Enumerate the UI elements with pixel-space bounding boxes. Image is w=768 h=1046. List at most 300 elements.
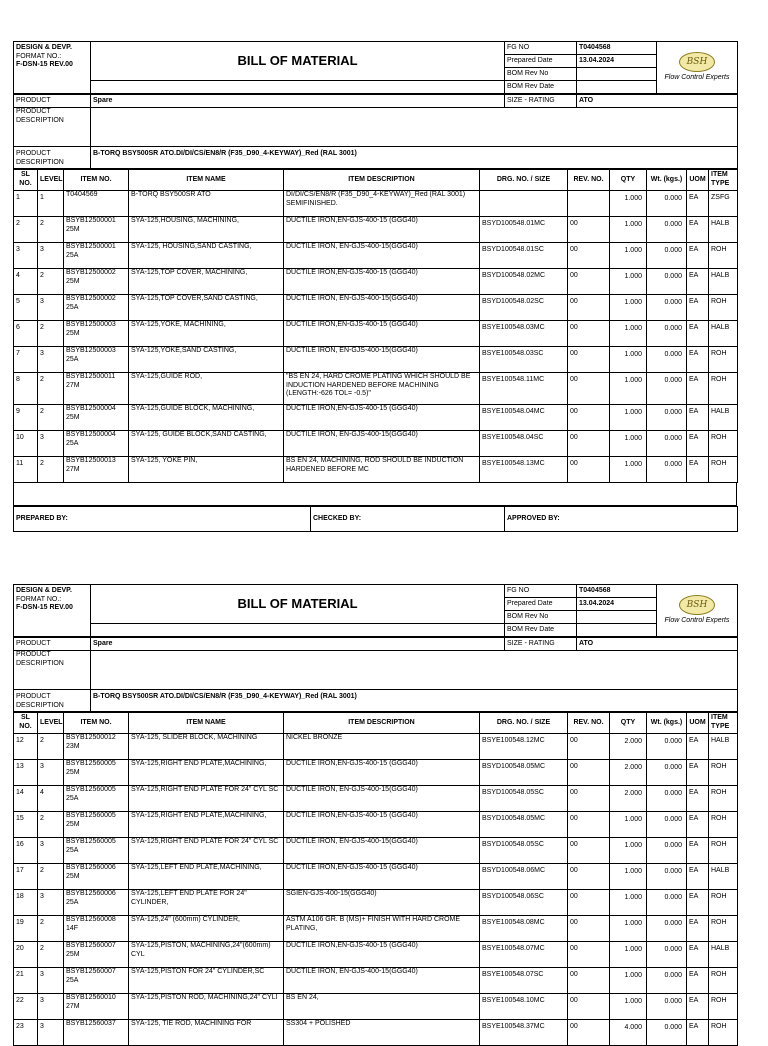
cell-sl: 2 — [14, 217, 38, 243]
cell-sl: 14 — [14, 786, 38, 812]
cell-drg-no: BSYE100548.07SC — [480, 968, 568, 994]
cell-item-name: SYA-125, HOUSING,SAND CASTING, — [129, 243, 284, 269]
cell-drg-no: BSYE100548.04MC — [480, 405, 568, 431]
table-row — [14, 838, 738, 864]
product-value: Spare — [91, 638, 505, 651]
cell-item-name: SYA-125,TOP COVER,SAND CASTING, — [129, 295, 284, 321]
col-level: LEVEL — [38, 713, 64, 734]
bom-rev-date-value — [577, 624, 657, 637]
cell-level: 3 — [38, 295, 64, 321]
cell-item-name: SYA-125,LEFT END PLATE,MACHINING, — [129, 864, 284, 890]
cell-item-type: HALB — [709, 734, 738, 760]
cell-item-type: HALB — [709, 217, 738, 243]
format-number: F-DSN-15 REV.00 — [16, 61, 73, 69]
product-label: PRODUCT — [14, 95, 91, 108]
cell-level: 3 — [38, 890, 64, 916]
cell-drg-no: BSYD100548.01MC — [480, 217, 568, 243]
product-description-label-2: PRODUCT DESCRIPTION — [14, 147, 91, 169]
cell-sl: 16 — [14, 838, 38, 864]
table-row — [14, 243, 738, 269]
cell-item-name: SYA-125,YOKE, MACHINING, — [129, 321, 284, 347]
cell-drg-no: BSYE100548.03SC — [480, 347, 568, 373]
table-row — [14, 347, 738, 373]
cell-item-description: DUCTILE IRON,EN-GJS-400-15 (GGG40) — [284, 269, 480, 295]
cell-drg-no: BSYE100548.10MC — [480, 994, 568, 1020]
cell-sl: 17 — [14, 864, 38, 890]
cell-weight: 0.000 — [647, 864, 687, 890]
cell-sl: 5 — [14, 295, 38, 321]
cell-uom: EA — [687, 812, 709, 838]
cell-item-name: SYA-125,GUIDE BLOCK, MACHINING, — [129, 405, 284, 431]
col-weight: Wt. (kgs.) — [647, 170, 687, 191]
cell-qty: 1.000 — [610, 405, 647, 431]
cell-item-no: BSYB12500002 25A — [64, 295, 129, 321]
cell-item-name: SYA-125,RIGHT END PLATE,MACHINING, — [129, 812, 284, 838]
cell-item-description: DUCTILE IRON,EN-GJS-400-15 (GGG40) — [284, 321, 480, 347]
cell-qty: 1.000 — [610, 838, 647, 864]
cell-item-no: BSYB12560005 25A — [64, 786, 129, 812]
cell-weight: 0.000 — [647, 321, 687, 347]
company-logo — [657, 42, 738, 94]
format-label: FORMAT NO.: — [16, 52, 62, 60]
cell-uom: EA — [687, 890, 709, 916]
cell-level: 3 — [38, 994, 64, 1020]
cell-level: 3 — [38, 1020, 64, 1046]
product-description-value: B-TORQ BSY500SR ATO.DI/DI/CS/EN8/R (F35_D90_4-KEYWAY)_Red (RAL 3001) — [91, 690, 738, 712]
col-uom: UOM — [687, 713, 709, 734]
cell-level: 2 — [38, 373, 64, 405]
cell-level: 2 — [38, 457, 64, 483]
cell-uom: EA — [687, 786, 709, 812]
cell-drg-no: BSYD100548.05MC — [480, 812, 568, 838]
company-logo — [657, 585, 738, 637]
cell-uom: EA — [687, 994, 709, 1020]
cell-item-name: SYA-125, SLIDER BLOCK, MACHINING — [129, 734, 284, 760]
checked-by-label: CHECKED BY: — [311, 507, 505, 532]
cell-item-no: T0404569 — [64, 191, 129, 217]
cell-item-description: DUCTILE IRON,EN-GJS-400-15 (GGG40) — [284, 217, 480, 243]
table-row — [14, 890, 738, 916]
cell-item-description: DUCTILE IRON, EN-GJS-400-15(GGG40) — [284, 968, 480, 994]
cell-qty: 1.000 — [610, 347, 647, 373]
col-weight: Wt. (kgs.) — [647, 713, 687, 734]
cell-uom: EA — [687, 864, 709, 890]
cell-item-type: ROH — [709, 243, 738, 269]
cell-uom: EA — [687, 269, 709, 295]
cell-item-no: BSYB12560005 25M — [64, 812, 129, 838]
cell-item-name: SYA-125,HOUSING, MACHINING, — [129, 217, 284, 243]
cell-item-no: BSYB12560005 25M — [64, 760, 129, 786]
cell-item-description: DUCTILE IRON,EN-GJS-400-15 (GGG40) — [284, 942, 480, 968]
table-row — [14, 812, 738, 838]
signature-table — [13, 506, 738, 532]
cell-item-name: SYA-125,TOP COVER, MACHINING, — [129, 269, 284, 295]
cell-item-description: DUCTILE IRON, EN-GJS-400-15(GGG40) — [284, 347, 480, 373]
cell-weight: 0.000 — [647, 217, 687, 243]
cell-item-name: SYA-125, GUIDE BLOCK,SAND CASTING, — [129, 431, 284, 457]
title-spacer — [91, 624, 505, 637]
cell-sl: 19 — [14, 916, 38, 942]
cell-level: 3 — [38, 243, 64, 269]
design-label: DESIGN & DEVP. — [16, 44, 72, 51]
cell-weight: 0.000 — [647, 942, 687, 968]
design-format-block — [14, 42, 91, 94]
cell-item-no: BSYB12560007 25A — [64, 968, 129, 994]
cell-level: 3 — [38, 431, 64, 457]
cell-rev-no: 00 — [568, 321, 610, 347]
cell-rev-no: 00 — [568, 942, 610, 968]
table-row — [14, 295, 738, 321]
cell-item-description: BS EN 24, MACHINING, ROD SHOULD BE INDUCTION HARDENED BEFORE MC — [284, 457, 480, 483]
col-uom: UOM — [687, 170, 709, 191]
cell-drg-no: BSYE100548.12MC — [480, 734, 568, 760]
cell-item-type: HALB — [709, 864, 738, 890]
cell-rev-no: 00 — [568, 373, 610, 405]
prepared-by-label: PREPARED BY: — [14, 507, 311, 532]
cell-rev-no: 00 — [568, 734, 610, 760]
cell-sl: 9 — [14, 405, 38, 431]
cell-weight: 0.000 — [647, 786, 687, 812]
bom-sheet-1 — [13, 41, 737, 532]
cell-item-no: BSYB12560010 27M — [64, 994, 129, 1020]
size-rating-value: ATO — [577, 95, 738, 108]
cell-uom: EA — [687, 243, 709, 269]
cell-uom: EA — [687, 916, 709, 942]
cell-item-no: BSYB12500001 25A — [64, 243, 129, 269]
cell-sl: 4 — [14, 269, 38, 295]
cell-qty: 1.000 — [610, 812, 647, 838]
cell-item-no: BSYB12500012 23M — [64, 734, 129, 760]
cell-item-no: BSYB12500011 27M — [64, 373, 129, 405]
cell-sl: 8 — [14, 373, 38, 405]
cell-weight: 0.000 — [647, 347, 687, 373]
cell-rev-no: 00 — [568, 457, 610, 483]
table-row — [14, 217, 738, 243]
prepared-date-value: 13.04.2024 — [577, 598, 657, 611]
cell-item-name: SYA-125,PISTON, MACHINING,24"(600mm) CYL — [129, 942, 284, 968]
cell-item-name: SYA-125,YOKE,SAND CASTING, — [129, 347, 284, 373]
col-item-name: ITEM NAME — [129, 713, 284, 734]
cell-item-description: DUCTILE IRON, EN-GJS-400-15(GGG40) — [284, 786, 480, 812]
cell-weight: 0.000 — [647, 295, 687, 321]
cell-item-type: HALB — [709, 269, 738, 295]
cell-weight: 0.000 — [647, 916, 687, 942]
cell-drg-no: BSYD100548.06MC — [480, 864, 568, 890]
cell-item-name: SYA-125, YOKE PIN, — [129, 457, 284, 483]
cell-item-type: ROH — [709, 1020, 738, 1046]
cell-qty: 1.000 — [610, 457, 647, 483]
cell-item-name: SYA-125,RIGHT END PLATE FOR 24" CYL SC — [129, 786, 284, 812]
cell-sl: 15 — [14, 812, 38, 838]
cell-item-no: BSYB12500003 25A — [64, 347, 129, 373]
cell-drg-no: BSYD100548.06SC — [480, 890, 568, 916]
cell-item-no: BSYB12560006 25A — [64, 890, 129, 916]
col-item-description: ITEM DESCRIPTION — [284, 170, 480, 191]
cell-sl: 20 — [14, 942, 38, 968]
cell-rev-no: 00 — [568, 890, 610, 916]
cell-drg-no: BSYD100548.01SC — [480, 243, 568, 269]
cell-item-type: ROH — [709, 916, 738, 942]
cell-drg-no: BSYD100548.02MC — [480, 269, 568, 295]
cell-level: 2 — [38, 812, 64, 838]
cell-rev-no: 00 — [568, 295, 610, 321]
table-row — [14, 968, 738, 994]
cell-qty: 1.000 — [610, 431, 647, 457]
col-item-no: ITEM NO. — [64, 170, 129, 191]
cell-sl: 7 — [14, 347, 38, 373]
table-row — [14, 373, 738, 405]
bom-rev-no-value — [577, 611, 657, 624]
cell-weight: 0.000 — [647, 890, 687, 916]
cell-item-description: DUCTILE IRON,EN-GJS-400-15 (GGG40) — [284, 760, 480, 786]
cell-item-description: NICKEL BRONZE — [284, 734, 480, 760]
cell-qty: 1.000 — [610, 890, 647, 916]
cell-weight: 0.000 — [647, 191, 687, 217]
cell-qty: 2.000 — [610, 734, 647, 760]
cell-item-no: BSYB12560007 25M — [64, 942, 129, 968]
cell-drg-no — [480, 191, 568, 217]
cell-sl: 23 — [14, 1020, 38, 1046]
cell-level: 2 — [38, 734, 64, 760]
bom-items-table — [13, 169, 738, 483]
bom-rev-date-label: BOM Rev Date — [505, 81, 577, 94]
cell-uom: EA — [687, 191, 709, 217]
cell-item-name: B-TORQ BSY500SR ATO — [129, 191, 284, 217]
cell-item-type: ROH — [709, 812, 738, 838]
cell-qty: 1.000 — [610, 191, 647, 217]
cell-item-no: BSYB12560008 14F — [64, 916, 129, 942]
cell-uom: EA — [687, 431, 709, 457]
cell-drg-no: BSYE100548.03MC — [480, 321, 568, 347]
cell-level: 2 — [38, 942, 64, 968]
bom-items-body-1 — [14, 191, 738, 483]
cell-qty: 1.000 — [610, 864, 647, 890]
bom-rev-no-label: BOM Rev No — [505, 611, 577, 624]
cell-uom: EA — [687, 217, 709, 243]
col-item-description: ITEM DESCRIPTION — [284, 713, 480, 734]
table-row — [14, 864, 738, 890]
cell-qty: 1.000 — [610, 994, 647, 1020]
cell-rev-no: 00 — [568, 243, 610, 269]
cell-item-type: ROH — [709, 431, 738, 457]
col-item-type: ITEM TYPE — [709, 713, 738, 734]
col-rev-no: REV. NO. — [568, 170, 610, 191]
size-rating-value: ATO — [577, 638, 738, 651]
bom-rev-no-value — [577, 68, 657, 81]
bom-rev-date-value — [577, 81, 657, 94]
cell-qty: 1.000 — [610, 373, 647, 405]
cell-level: 4 — [38, 786, 64, 812]
prepared-date-label: Prepared Date — [505, 55, 577, 68]
cell-weight: 0.000 — [647, 457, 687, 483]
cell-level: 3 — [38, 347, 64, 373]
cell-rev-no: 00 — [568, 838, 610, 864]
cell-item-type: ROH — [709, 968, 738, 994]
prepared-date-value: 13.04.2024 — [577, 55, 657, 68]
table-row — [14, 734, 738, 760]
cell-uom: EA — [687, 373, 709, 405]
cell-rev-no: 00 — [568, 994, 610, 1020]
fg-no-label: FG NO — [505, 585, 577, 598]
cell-item-type: ROH — [709, 295, 738, 321]
cell-sl: 18 — [14, 890, 38, 916]
cell-item-name: SYA-125,RIGHT END PLATE,MACHINING, — [129, 760, 284, 786]
column-header-row — [14, 170, 738, 191]
cell-rev-no: 00 — [568, 786, 610, 812]
cell-rev-no: 00 — [568, 1020, 610, 1046]
cell-weight: 0.000 — [647, 373, 687, 405]
design-format-block — [14, 585, 91, 637]
bom-items-body-2 — [14, 734, 738, 1046]
product-description-label: PRODUCT DESCRIPTION — [14, 651, 91, 690]
cell-level: 2 — [38, 269, 64, 295]
cell-item-name: SYA-125,24" (600mm) CYLINDER, — [129, 916, 284, 942]
cell-drg-no: BSYE100548.04SC — [480, 431, 568, 457]
cell-uom: EA — [687, 942, 709, 968]
blank-footer-row — [14, 483, 737, 506]
cell-item-name: SYA-125,PISTON ROD, MACHINING,24" CYLI — [129, 994, 284, 1020]
cell-item-type: ROH — [709, 457, 738, 483]
cell-rev-no: 00 — [568, 864, 610, 890]
product-description-label: PRODUCT DESCRIPTION — [14, 108, 91, 147]
cell-item-name: SYA-125,RIGHT END PLATE FOR 24" CYL SC — [129, 838, 284, 864]
cell-item-no: BSYB12500013 27M — [64, 457, 129, 483]
cell-rev-no: 00 — [568, 405, 610, 431]
table-row — [14, 1020, 738, 1046]
cell-drg-no: BSYD100548.05SC — [480, 838, 568, 864]
logo-tagline: Flow Control Experts — [664, 617, 730, 625]
cell-drg-no: BSYD100548.05MC — [480, 760, 568, 786]
cell-weight: 0.000 — [647, 431, 687, 457]
cell-item-type: HALB — [709, 321, 738, 347]
cell-item-type: HALB — [709, 405, 738, 431]
cell-item-type: ROH — [709, 890, 738, 916]
product-label: PRODUCT — [14, 638, 91, 651]
design-label: DESIGN & DEVP. — [16, 587, 72, 594]
title-spacer — [91, 81, 505, 94]
cell-item-no: BSYB12560037 — [64, 1020, 129, 1046]
cell-rev-no: 00 — [568, 760, 610, 786]
cell-uom: EA — [687, 734, 709, 760]
cell-drg-no: BSYD100548.05SC — [480, 786, 568, 812]
cell-qty: 1.000 — [610, 942, 647, 968]
cell-uom: EA — [687, 295, 709, 321]
cell-qty: 1.000 — [610, 243, 647, 269]
sheet-footer-blank — [13, 483, 737, 506]
col-item-name: ITEM NAME — [129, 170, 284, 191]
page-title: BILL OF MATERIAL — [91, 42, 505, 81]
cell-uom: EA — [687, 760, 709, 786]
cell-item-no: BSYB12500002 25M — [64, 269, 129, 295]
format-number: F-DSN-15 REV.00 — [16, 604, 73, 612]
cell-item-description: BS EN 24, — [284, 994, 480, 1020]
cell-rev-no — [568, 191, 610, 217]
cell-sl: 22 — [14, 994, 38, 1020]
col-drg-no: DRG. NO. / SIZE — [480, 713, 568, 734]
cell-item-description: DUCTILE IRON,EN-GJS-400-15 (GGG40) — [284, 405, 480, 431]
cell-qty: 4.000 — [610, 1020, 647, 1046]
table-row — [14, 405, 738, 431]
logo-tagline: Flow Control Experts — [664, 74, 730, 82]
table-row — [14, 457, 738, 483]
cell-qty: 1.000 — [610, 295, 647, 321]
fg-no-value: T0404568 — [577, 585, 657, 598]
bom-items-table — [13, 712, 738, 1046]
cell-item-description: SS304 + POLISHED — [284, 1020, 480, 1046]
cell-weight: 0.000 — [647, 405, 687, 431]
size-rating-label: SIZE - RATING — [505, 638, 577, 651]
cell-weight: 0.000 — [647, 269, 687, 295]
cell-uom: EA — [687, 968, 709, 994]
table-row — [14, 994, 738, 1020]
cell-item-type: ROH — [709, 347, 738, 373]
cell-level: 3 — [38, 760, 64, 786]
cell-item-no: BSYB12560006 25M — [64, 864, 129, 890]
cell-item-no: BSYB12560005 25A — [64, 838, 129, 864]
cell-item-description: DUCTILE IRON,EN-GJS-400-15 (GGG40) — [284, 812, 480, 838]
cell-level: 1 — [38, 191, 64, 217]
cell-item-type: ROH — [709, 838, 738, 864]
col-sl: SL NO. — [14, 170, 38, 191]
logo-emblem: BSH — [679, 52, 715, 72]
cell-item-no: BSYB12500001 25M — [64, 217, 129, 243]
cell-item-type: ROH — [709, 373, 738, 405]
bom-rev-date-label: BOM Rev Date — [505, 624, 577, 637]
cell-item-no: BSYB12500004 25A — [64, 431, 129, 457]
cell-level: 3 — [38, 968, 64, 994]
cell-item-description: DUCTILE IRON, EN-GJS-400-15(GGG40) — [284, 431, 480, 457]
size-rating-label: SIZE - RATING — [505, 95, 577, 108]
cell-item-name: SYA-125,PISTON FOR 24" CYLINDER,SC — [129, 968, 284, 994]
bom-rev-no-label: BOM Rev No — [505, 68, 577, 81]
cell-item-type: ROH — [709, 994, 738, 1020]
cell-uom: EA — [687, 1020, 709, 1046]
product-value: Spare — [91, 95, 505, 108]
cell-weight: 0.000 — [647, 812, 687, 838]
cell-level: 3 — [38, 838, 64, 864]
cell-item-description: "BS EN 24, HARD CROME PLATING WHICH SHOULD BE INDUCTION HARDENED BEFORE MACHINING (LENGTH:-626 TOL= -0.5)" — [284, 373, 480, 405]
cell-weight: 0.000 — [647, 1020, 687, 1046]
cell-level: 2 — [38, 864, 64, 890]
cell-rev-no: 00 — [568, 217, 610, 243]
cell-rev-no: 00 — [568, 812, 610, 838]
cell-sl: 1 — [14, 191, 38, 217]
cell-item-description: DI/DI/CS/EN8/R (F35_D90_4-KEYWAY)_Red (RAL 3001) SEMIFINISHED. — [284, 191, 480, 217]
cell-item-description: SGIEN-GJS-400-15(GGG40) — [284, 890, 480, 916]
cell-drg-no: BSYE100548.11MC — [480, 373, 568, 405]
product-table — [13, 637, 738, 712]
table-row — [14, 431, 738, 457]
cell-item-no: BSYB12500003 25M — [64, 321, 129, 347]
cell-weight: 0.000 — [647, 838, 687, 864]
table-row — [14, 321, 738, 347]
col-item-no: ITEM NO. — [64, 713, 129, 734]
cell-level: 2 — [38, 916, 64, 942]
bom-sheet-2 — [13, 584, 737, 1046]
approved-by-label: APPROVED BY: — [505, 507, 738, 532]
cell-item-name: SYA-125,LEFT END PLATE FOR 24" CYLINDER, — [129, 890, 284, 916]
cell-sl: 21 — [14, 968, 38, 994]
product-description-empty — [91, 651, 738, 690]
col-qty: QTY — [610, 170, 647, 191]
fg-no-value: T0404568 — [577, 42, 657, 55]
cell-sl: 13 — [14, 760, 38, 786]
cell-item-type: ZSFG — [709, 191, 738, 217]
cell-level: 2 — [38, 321, 64, 347]
cell-qty: 1.000 — [610, 968, 647, 994]
format-label: FORMAT NO.: — [16, 595, 62, 603]
product-table — [13, 94, 738, 169]
